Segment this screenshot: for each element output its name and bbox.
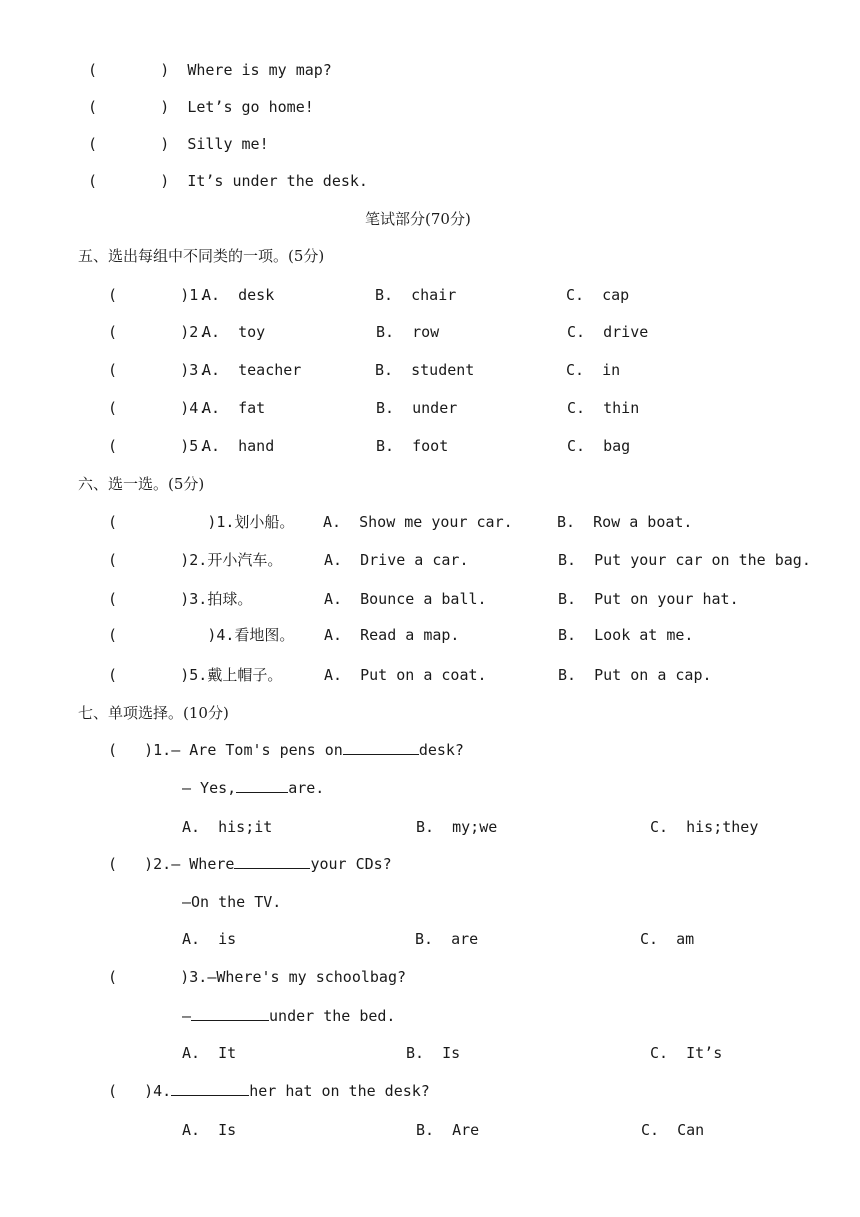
question-number: ( )1. xyxy=(108,741,172,759)
answer-text: are. xyxy=(288,779,325,797)
question-text: — Are Tom's pens on xyxy=(171,741,343,759)
option-a: A. his;it xyxy=(182,818,273,836)
question-text: her hat on the desk? xyxy=(249,1082,430,1100)
answer-paren: ( ) xyxy=(88,98,170,116)
fill-blank xyxy=(234,854,310,869)
question-4 xyxy=(108,1081,430,1101)
option-a: A. toy xyxy=(202,323,266,341)
item-text: Where is my map? xyxy=(187,61,332,79)
question-number: ( )3. xyxy=(108,361,208,379)
question-2-answer: —On the TV. xyxy=(182,893,282,911)
option-b: B. chair xyxy=(375,286,457,304)
option-a: A. hand xyxy=(202,437,275,455)
option-c: C. bag xyxy=(567,437,631,455)
option-a: A. Drive a car. xyxy=(324,551,469,569)
option-b: B. foot xyxy=(376,437,449,455)
question-number: ( )1. xyxy=(108,286,208,304)
question-number: ( )2. xyxy=(108,855,172,873)
written-section-title: 笔试部分(70分) xyxy=(365,210,471,228)
option-c: C. Can xyxy=(641,1121,705,1139)
question-number: ( )3. xyxy=(108,968,208,986)
option-b: B. Put on a cap. xyxy=(558,666,712,684)
fill-blank xyxy=(236,778,288,793)
option-c: C. cap xyxy=(566,286,630,304)
option-c: C. in xyxy=(566,361,621,379)
option-b: B. Put your car on the bag. xyxy=(558,551,811,569)
item-text: Silly me! xyxy=(187,135,269,153)
answer-text: — xyxy=(182,1007,192,1025)
top-item xyxy=(88,60,332,80)
option-a: A. Read a map. xyxy=(324,626,460,644)
option-a: A. fat xyxy=(202,399,266,417)
option-c: C. drive xyxy=(567,323,649,341)
question-1 xyxy=(108,740,464,760)
question-text: desk? xyxy=(418,741,464,759)
option-a: A. desk xyxy=(202,286,275,304)
question-number: ( )4.看地图。 xyxy=(108,626,295,644)
question-number: ( )1.划小船。 xyxy=(108,513,295,531)
option-b: B. Put on your hat. xyxy=(558,590,739,608)
option-b: B. are xyxy=(415,930,479,948)
question-number: ( )4. xyxy=(108,1082,172,1100)
option-b: B. Is xyxy=(406,1044,461,1062)
question-text: —Where's my schoolbag? xyxy=(207,968,407,986)
question-text: your CDs? xyxy=(310,855,392,873)
question-1-answer xyxy=(182,778,324,798)
question-3 xyxy=(108,967,406,987)
question-2 xyxy=(108,854,392,874)
option-b: B. Look at me. xyxy=(558,626,694,644)
option-c: C. his;they xyxy=(650,818,759,836)
top-item xyxy=(88,171,368,191)
section-6-title: 六、选一选。(5分) xyxy=(78,475,205,493)
answer-text: under the bed. xyxy=(269,1007,396,1025)
question-number: ( )3.拍球。 xyxy=(108,590,253,608)
option-a: A. It xyxy=(182,1044,237,1062)
option-a: A. Bounce a ball. xyxy=(324,590,487,608)
top-item xyxy=(88,97,314,117)
option-a: A. Show me your car. xyxy=(323,513,513,531)
item-text: It’s under the desk. xyxy=(187,172,368,190)
question-number: ( )2.开小汽车。 xyxy=(108,551,283,569)
option-a: A. teacher xyxy=(202,361,302,379)
option-c: C. am xyxy=(640,930,695,948)
option-b: B. my;we xyxy=(416,818,498,836)
option-b: B. Are xyxy=(416,1121,480,1139)
option-b: B. Row a boat. xyxy=(557,513,693,531)
answer-text: — Yes, xyxy=(182,779,237,797)
option-b: B. under xyxy=(376,399,458,417)
question-number: ( )4. xyxy=(108,399,208,417)
section-5-title: 五、选出每组中不同类的一项。(5分) xyxy=(78,247,325,265)
answer-paren: ( ) xyxy=(88,172,170,190)
question-number: ( )5. xyxy=(108,437,208,455)
option-a: A. Is xyxy=(182,1121,237,1139)
fill-blank xyxy=(171,1081,249,1096)
answer-paren: ( ) xyxy=(88,61,170,79)
section-7-title: 七、单项选择。(10分) xyxy=(78,704,229,722)
question-number: ( )2. xyxy=(108,323,208,341)
option-a: A. is xyxy=(182,930,237,948)
fill-blank xyxy=(343,740,419,755)
option-c: C. It’s xyxy=(650,1044,723,1062)
top-item xyxy=(88,134,269,154)
option-c: C. thin xyxy=(567,399,640,417)
option-b: B. student xyxy=(375,361,475,379)
fill-blank xyxy=(191,1006,269,1021)
item-text: Let’s go home! xyxy=(187,98,314,116)
question-text: — Where xyxy=(171,855,235,873)
question-number: ( )5.戴上帽子。 xyxy=(108,666,283,684)
question-3-answer xyxy=(182,1006,395,1026)
option-a: A. Put on a coat. xyxy=(324,666,487,684)
answer-paren: ( ) xyxy=(88,135,170,153)
option-b: B. row xyxy=(376,323,440,341)
